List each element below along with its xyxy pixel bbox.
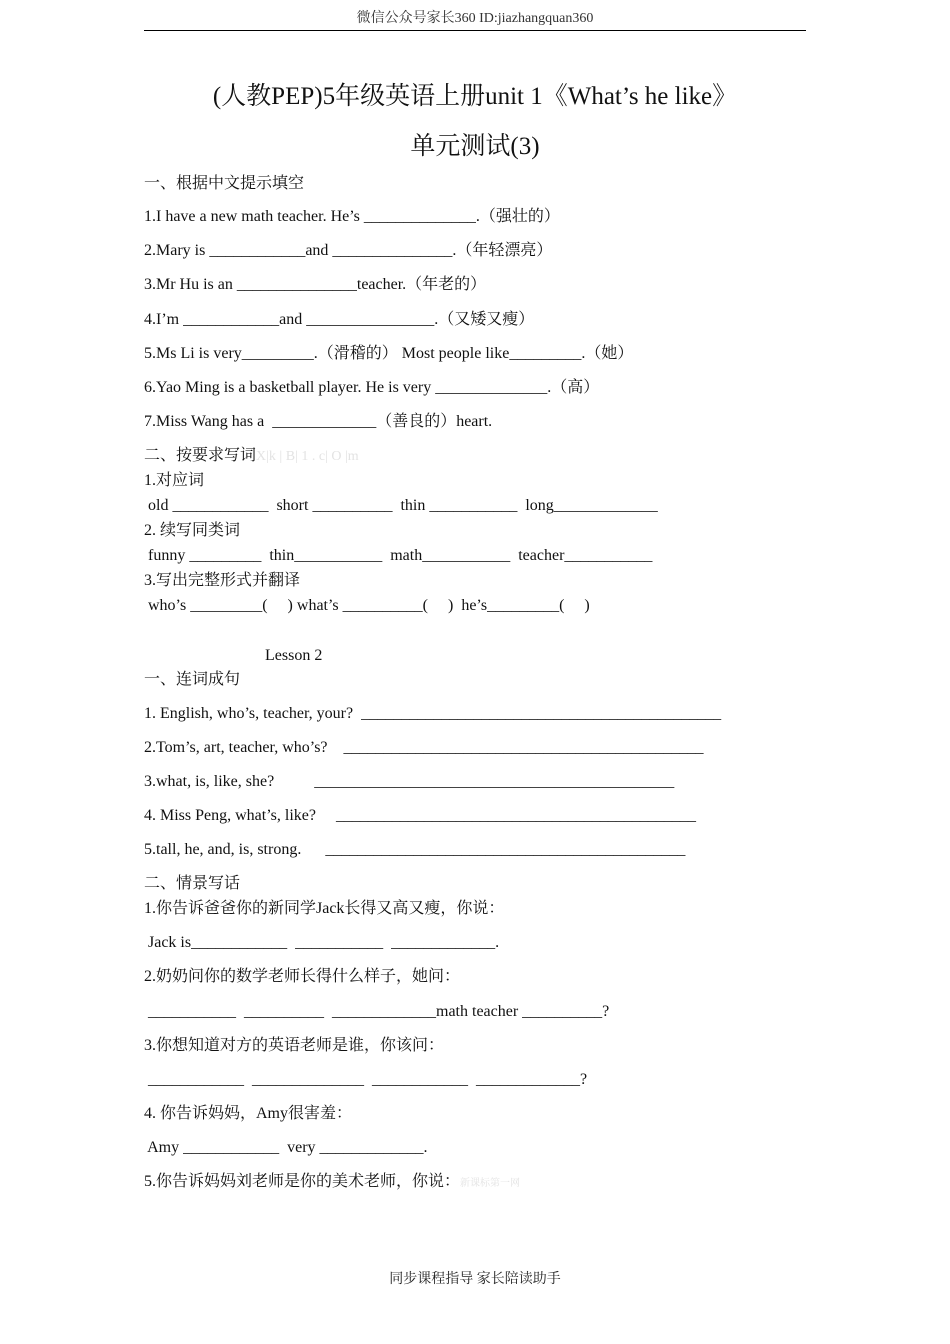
section-heading-make-sentences: 一、连词成句 — [144, 671, 241, 688]
scenario-2-answer: ___________ __________ _____________math teacher __________? — [144, 1003, 610, 1020]
sub-label-full-form: 3.写出完整形式并翻译 — [144, 572, 301, 589]
scenario-5-question — [144, 1174, 520, 1190]
section-heading-text: 二、按要求写词 — [144, 447, 257, 464]
header-rule — [144, 30, 806, 31]
section-heading-fill-blanks: 一、根据中文提示填空 — [144, 175, 305, 192]
sub-label-same-category: 2. 续写同类词 — [144, 522, 241, 539]
scenario-4-question: 4. 你告诉妈妈，Amy很害羞： — [144, 1105, 353, 1122]
page-footer: 同步课程指导 家长陪读助手 — [389, 1272, 561, 1287]
question-1-1: 1.I have a new math teacher. He’s ______________.（强壮的） — [144, 208, 560, 225]
doc-title-line2: 单元测试(3) — [410, 133, 540, 160]
question-2-1: 1. English, who’s, teacher, your? _____________________________________________ — [144, 705, 722, 722]
opposites-line: old ____________ short __________ thin ___________ long_____________ — [144, 497, 658, 514]
section-heading-situational-writing: 二、情景写话 — [144, 875, 241, 892]
question-2-4: 4. Miss Peng, what’s, like? _____________________________________________ — [144, 807, 696, 824]
watermark-text: X|k | B| 1 . c| O |m — [256, 449, 359, 464]
scenario-1-question: 1.你告诉爸爸你的新同学Jack长得又高又瘦，你说： — [144, 900, 505, 917]
question-2-5: 5.tall, he, and, is, strong. _____________________________________________ — [144, 841, 686, 858]
question-1-4: 4.I’m ____________and ________________.（又矮又瘦） — [144, 311, 535, 328]
scenario-1-answer: Jack is____________ ___________ _____________. — [144, 934, 500, 951]
question-2-2: 2.Tom’s, art, teacher, who’s? _____________________________________________ — [144, 739, 704, 756]
lesson-2-title: Lesson 2 — [265, 647, 323, 664]
watermark-small: 新课标第一网 — [460, 1178, 521, 1189]
question-1-5: 5.Ms Li is very_________.（滑稽的） Most people like_________.（她） — [144, 345, 634, 362]
section-heading-write-words — [144, 448, 359, 464]
question-1-6: 6.Yao Ming is a basketball player. He is very ______________.（高） — [144, 379, 600, 396]
question-1-2: 2.Mary is ____________and _______________.（年轻漂亮） — [144, 242, 553, 259]
scenario-3-question: 3.你想知道对方的英语老师是谁，你该问： — [144, 1037, 445, 1054]
question-1-3: 3.Mr Hu is an _______________teacher.（年老的） — [144, 276, 487, 293]
sub-label-opposites: 1.对应词 — [144, 472, 205, 489]
scenario-3-answer: ____________ ______________ ____________ _____________? — [144, 1071, 588, 1088]
question-1-7: 7.Miss Wang has a _____________（善良的）heart. — [144, 413, 493, 430]
doc-title-line1: (人教PEP)5年级英语上册unit 1《What’s he like》 — [212, 83, 738, 110]
question-2-3: 3.what, is, like, she? _____________________________________________ — [144, 773, 675, 790]
scenario-4-answer: Amy ____________ very _____________. — [144, 1139, 428, 1156]
scenario-2-question: 2.奶奶问你的数学老师长得什么样子，她问： — [144, 968, 461, 985]
page-header: 微信公众号家长360 ID:jiazhangquan360 — [356, 11, 594, 26]
full-form-line: who’s _________( ) what’s __________( ) he’s_________( ) — [144, 597, 590, 614]
same-category-line: funny _________ thin___________ math___________ teacher___________ — [144, 547, 653, 564]
scenario-5-text: 5.你告诉妈妈刘老师是你的美术老师，你说： — [144, 1173, 461, 1190]
